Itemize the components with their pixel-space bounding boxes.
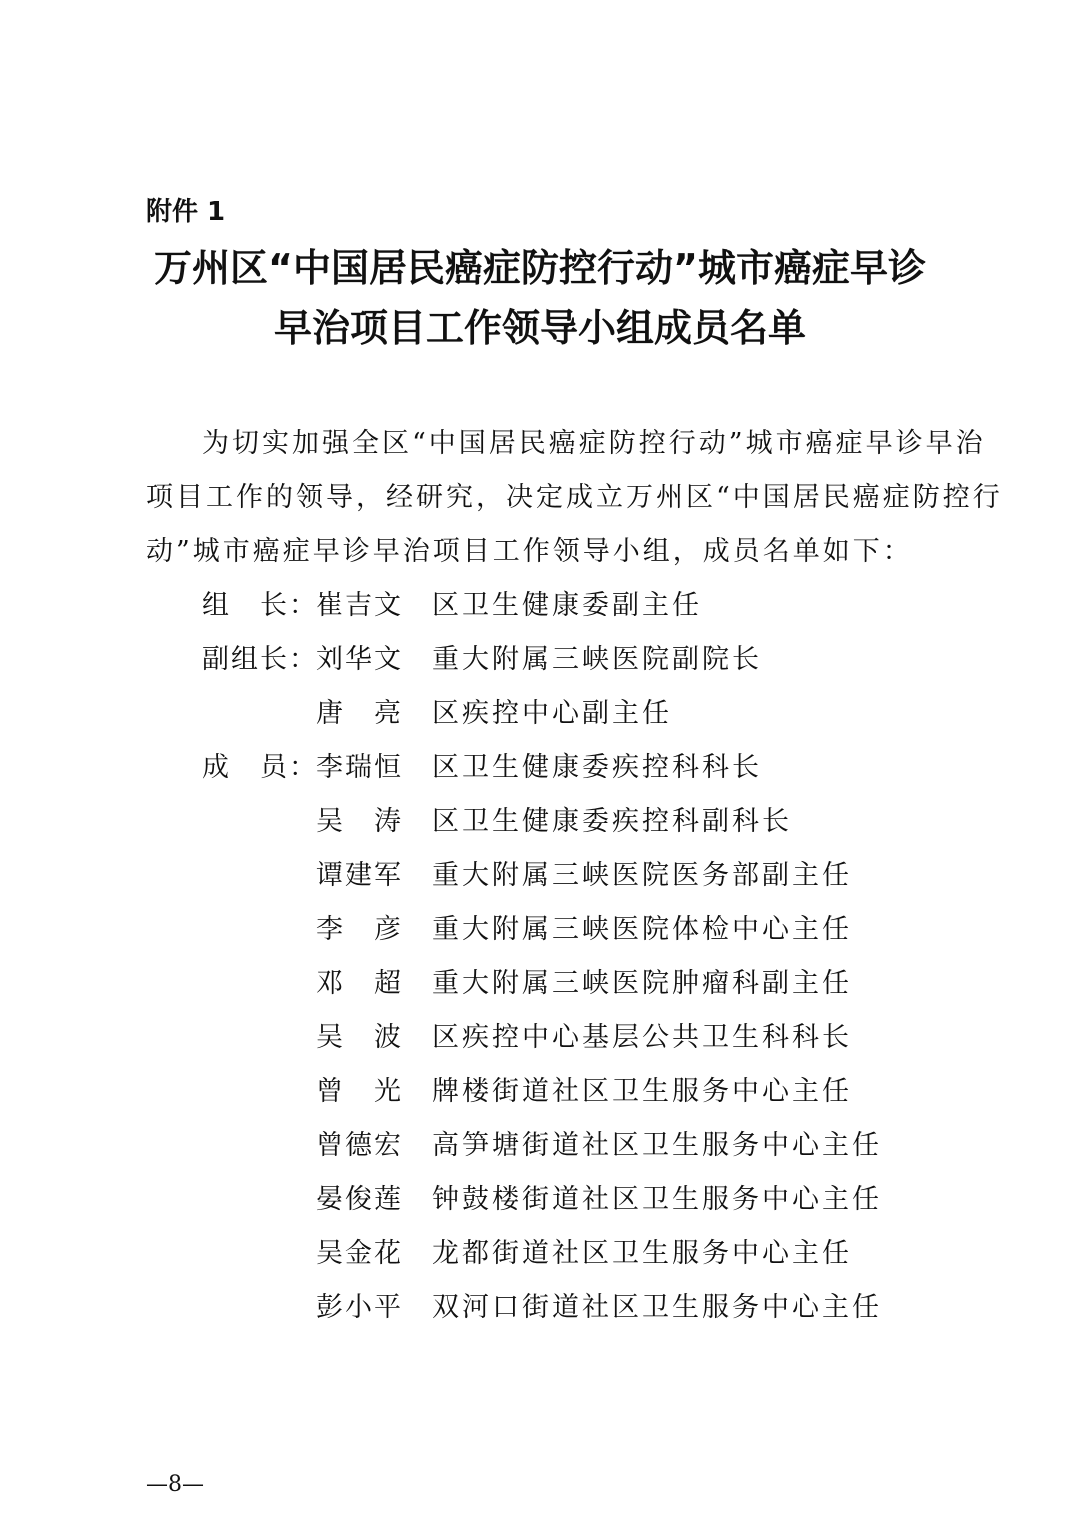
member-name: 李瑞恒 — [316, 752, 403, 783]
member-row — [0, 849, 1074, 903]
intro-line-3: 动”城市癌症早诊早治项目工作领导小组，成员名单如下： — [146, 536, 913, 567]
member-position: 高笋塘街道社区卫生服务中心主任 — [432, 1130, 882, 1161]
member-position: 牌楼街道社区卫生服务中心主任 — [432, 1076, 852, 1107]
member-position: 龙都街道社区卫生服务中心主任 — [432, 1238, 852, 1269]
member-name: 吴金花 — [316, 1238, 403, 1269]
attachment-label: 附件 1 — [146, 197, 226, 227]
member-row — [0, 903, 1074, 957]
member-role: 成 员： — [202, 752, 318, 783]
member-position: 重大附属三峡医院肿瘤科副主任 — [432, 968, 852, 999]
member-name: 邓 超 — [316, 968, 403, 999]
member-position: 重大附属三峡医院医务部副主任 — [432, 860, 852, 891]
member-name: 吴 波 — [316, 1022, 403, 1053]
member-name: 崔吉文 — [316, 590, 403, 621]
member-name: 刘华文 — [316, 644, 403, 675]
member-position: 重大附属三峡医院副院长 — [432, 644, 762, 675]
document-title-line-2: 早治项目工作领导小组成员名单 — [273, 306, 806, 350]
member-row — [0, 1065, 1074, 1119]
intro-line-1: 为切实加强全区“中国居民癌症防控行动”城市癌症早诊早治 — [202, 428, 986, 459]
member-row — [0, 957, 1074, 1011]
member-name: 曾德宏 — [316, 1130, 403, 1161]
member-row — [0, 687, 1074, 741]
member-row — [0, 633, 1074, 687]
member-row — [0, 1227, 1074, 1281]
member-name: 吴 涛 — [316, 806, 403, 837]
member-row — [0, 795, 1074, 849]
member-position: 区疾控中心基层公共卫生科科长 — [432, 1022, 852, 1053]
member-row — [0, 1011, 1074, 1065]
member-name: 唐 亮 — [316, 698, 403, 729]
member-name: 曾 光 — [316, 1076, 403, 1107]
document-title-line-1: 万州区“中国居民癌症防控行动”城市癌症早诊 — [154, 246, 926, 290]
member-role: 组 长： — [202, 590, 318, 621]
member-row — [0, 1173, 1074, 1227]
member-row — [0, 741, 1074, 795]
member-row — [0, 1119, 1074, 1173]
member-name: 谭建军 — [316, 860, 403, 891]
member-role: 副组长： — [202, 644, 318, 675]
member-name: 彭小平 — [316, 1292, 403, 1323]
member-row — [0, 579, 1074, 633]
intro-line-2: 项目工作的领导，经研究，决定成立万州区“中国居民癌症防控行 — [146, 482, 1003, 513]
member-position: 钟鼓楼街道社区卫生服务中心主任 — [432, 1184, 882, 1215]
member-position: 重大附属三峡医院体检中心主任 — [432, 914, 852, 945]
member-name: 李 彦 — [316, 914, 403, 945]
member-position: 双河口街道社区卫生服务中心主任 — [432, 1292, 882, 1323]
member-position: 区疾控中心副主任 — [432, 698, 672, 729]
member-position: 区卫生健康委疾控科副科长 — [432, 806, 792, 837]
member-name: 晏俊莲 — [316, 1184, 403, 1215]
member-row — [0, 1281, 1074, 1335]
member-position: 区卫生健康委疾控科科长 — [432, 752, 762, 783]
member-position: 区卫生健康委副主任 — [432, 590, 702, 621]
page-number: —8— — [146, 1472, 204, 1497]
